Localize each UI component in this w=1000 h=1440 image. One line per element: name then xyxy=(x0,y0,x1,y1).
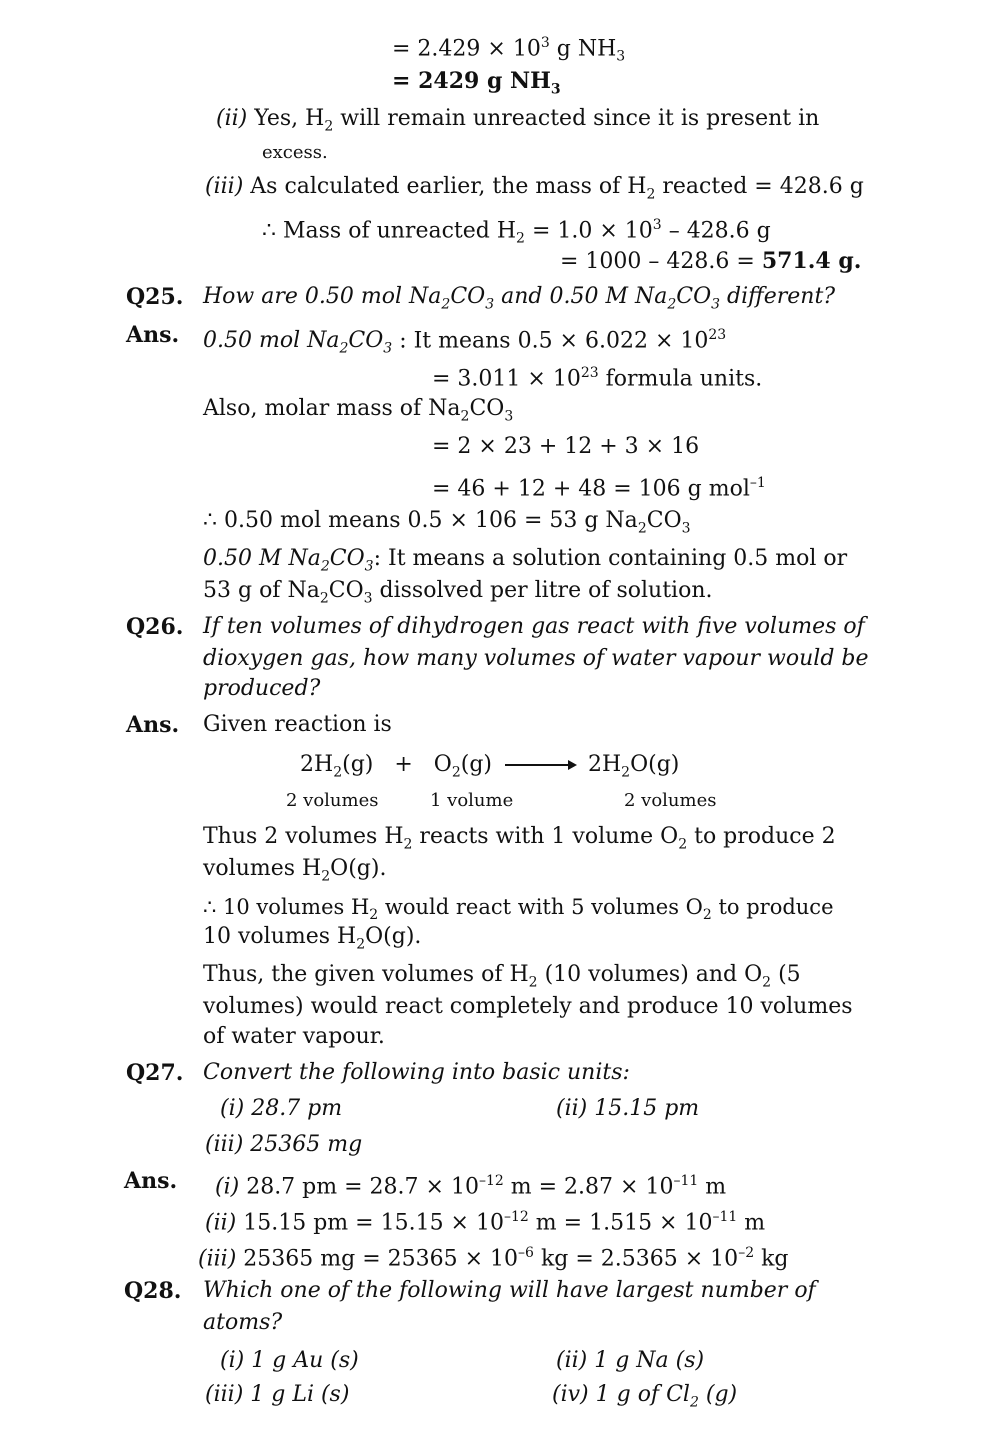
question-q27-option-i: (i) 28.7 pm xyxy=(220,1096,343,1121)
answer-q27-iii: (iii) 25365 mg = $25365 \times 10^{-6}$ kg = $2.5365 \times 10^{-2}$ kg xyxy=(198,1245,789,1272)
answer-q26-line-4: 10 volumes $H_2O(g)$. xyxy=(203,924,422,953)
question-q27: Convert the following into basic units: xyxy=(203,1060,630,1085)
question-label-q27: Q27. xyxy=(126,1060,184,1086)
answer-q26-line-2: volumes $H_2O(g)$. xyxy=(203,856,387,885)
question-label-q28: Q28. xyxy=(124,1278,182,1304)
question-label-q26: Q26. xyxy=(126,614,184,640)
question-q28-option-iv: (iv) 1 g of $Cl_2$ (g) xyxy=(552,1382,738,1411)
question-q26-line-3: produced? xyxy=(203,676,321,701)
reaction-arrow-icon xyxy=(505,764,575,766)
question-q25: How are 0.50 mol $Na_2CO_3$ and 0.50 M $Na_2CO_3$ different? xyxy=(203,284,836,313)
answer-q25-line-6: ∴ 0.50 mol means 0.5 × 106 = 53 g $Na_2CO_3$ xyxy=(203,508,691,537)
answer-iii-line-1: (iii) As calculated earlier, the mass of $H_2$ reacted = 428.6 g xyxy=(205,174,864,203)
question-q28-line-1: Which one of the following will have largest number of xyxy=(203,1278,816,1303)
question-q28-option-iii: (iii) 1 g Li (s) xyxy=(205,1382,350,1407)
answer-q26-line-7: of water vapour. xyxy=(203,1024,385,1049)
answer-q25-line-4: = 2 × 23 + 12 + 3 × 16 xyxy=(432,434,700,459)
calc-line-2: = 2429 g $NH_3$ xyxy=(392,68,561,98)
question-q27-option-iii: (iii) 25365 mg xyxy=(205,1132,363,1157)
answer-q26-line-1: Thus 2 volumes $H_2$ reacts with 1 volume $O_2$ to produce 2 xyxy=(203,824,836,853)
answer-q25-line-7: 0.50 M $Na_2CO_3$: It means a solution containing 0.5 mol or xyxy=(203,546,848,575)
calc-line-1: = $2.429 \times 10^3$ g $NH_3$ xyxy=(392,35,626,65)
question-q28-line-2: atoms? xyxy=(203,1310,283,1335)
answer-ii-line-2: excess. xyxy=(262,142,328,163)
answer-label-q25: Ans. xyxy=(126,322,180,348)
volume-label-reactant-2: 1 volume xyxy=(430,790,514,811)
question-q28-option-i: (i) 1 g Au (s) xyxy=(220,1348,359,1373)
chemical-equation: $2H_2(g)$ + $O_2(g)$ $2H_2O(g)$ xyxy=(300,752,680,781)
question-q26-line-1: If ten volumes of dihydrogen gas react with five volumes of xyxy=(203,614,865,639)
question-q27-option-ii: (ii) 15.15 pm xyxy=(556,1096,700,1121)
answer-q25-line-3: Also, molar mass of $Na_2CO_3$ xyxy=(203,396,514,425)
answer-q25-line-2: = $3.011 \times 10^{23}$ formula units. xyxy=(432,365,763,392)
answer-q25-line-1: 0.50 mol $Na_2CO_3$ : It means $0.5 \times 6.022 \times 10^{23}$ xyxy=(203,327,727,357)
answer-iii-line-2: ∴ Mass of unreacted $H_2 = 1.0 \times 10^3 - 428.6$ g xyxy=(262,217,771,247)
question-q28-option-ii: (ii) 1 g Na (s) xyxy=(556,1348,705,1373)
answer-label-q27: Ans. xyxy=(124,1168,178,1194)
volume-label-product: 2 volumes xyxy=(624,790,717,811)
answer-ii-line-1: (ii) Yes, $H_2$ will remain unreacted since it is present in xyxy=(216,106,820,135)
answer-q25-line-5: = 46 + 12 + 48 = 106 g mol$^{-1}$ xyxy=(432,475,766,502)
volume-label-reactant-1: 2 volumes xyxy=(286,790,379,811)
answer-iii-line-3: = 1000 – 428.6 = 571.4 g. xyxy=(560,248,862,274)
question-q26-line-2: dioxygen gas, how many volumes of water vapour would be xyxy=(203,646,869,671)
answer-q27-i: (i) 28.7 pm = $28.7 \times 10^{-12}$ $m = 2.87 \times 10^{-11}$ m xyxy=(215,1173,727,1200)
question-label-q25: Q25. xyxy=(126,284,184,310)
answer-q26-intro: Given reaction is xyxy=(203,712,392,737)
answer-q25-line-8: 53 g of $Na_2CO_3$ dissolved per litre of solution. xyxy=(203,578,713,607)
answer-q27-ii: (ii) 15.15 pm = $15.15 \times 10^{-12}$ $m = 1.515 \times 10^{-11}$ m xyxy=(205,1209,766,1236)
answer-label-q26: Ans. xyxy=(126,712,180,738)
answer-q26-line-6: volumes) would react completely and produce 10 volumes xyxy=(203,994,853,1019)
answer-q26-line-5: Thus, the given volumes of $H_2$ (10 volumes) and $O_2$ (5 xyxy=(203,962,801,991)
answer-q26-line-3: ∴ 10 volumes $H_2$ would react with 5 volumes $O_2$ to produce xyxy=(203,895,834,924)
